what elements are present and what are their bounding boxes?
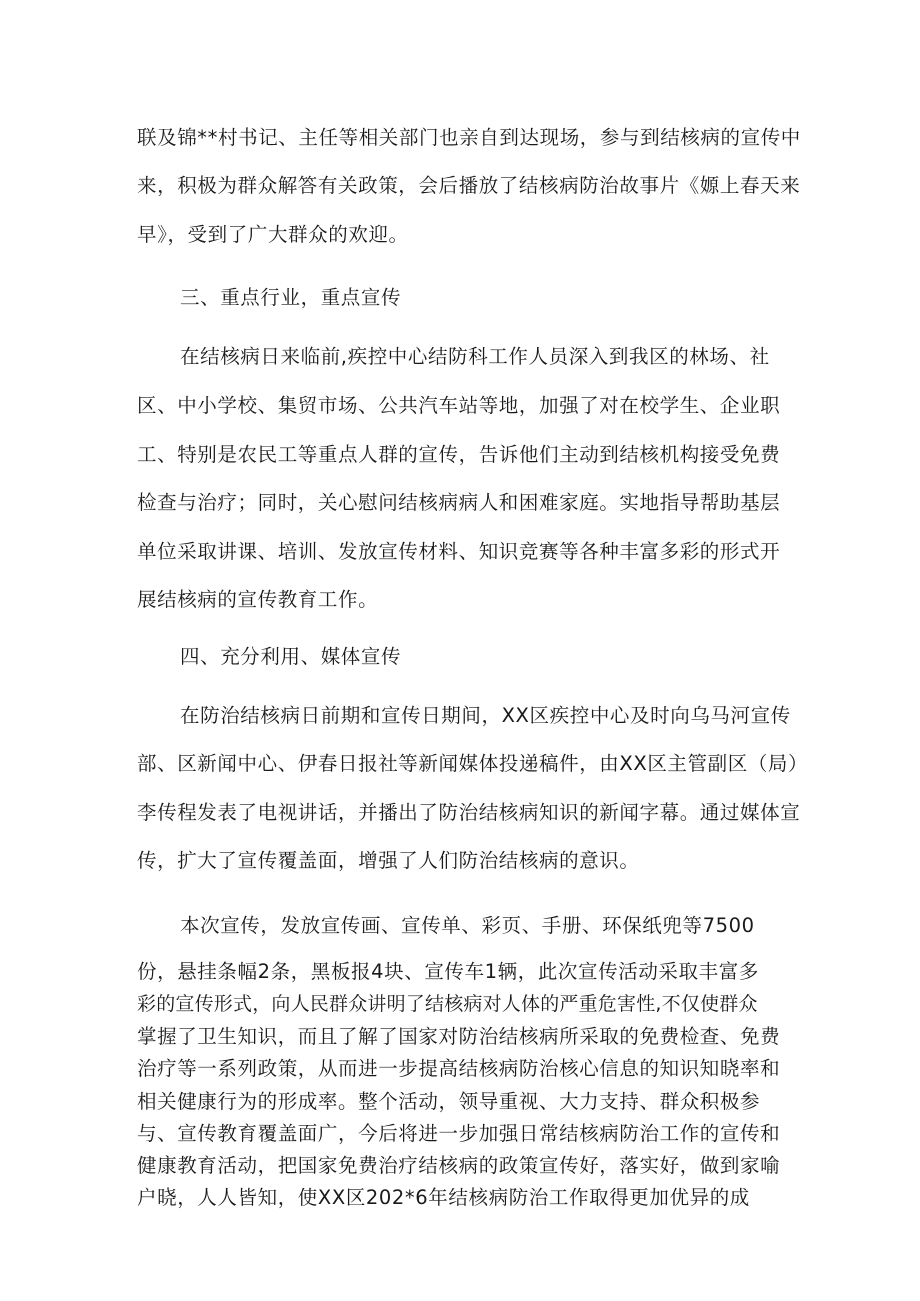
paragraph-line: 区、中小学校、集贸市场、公共汽车站等地，加强了对在校学生、企业职 <box>137 394 781 417</box>
paragraph-line: 本次宣传，发放宣传画、宣传单、彩页、手册、环保纸兜等7500 <box>180 914 755 937</box>
section-heading: 三、重点行业，重点宣传 <box>180 286 402 309</box>
paragraph-line: 与、宣传教育覆盖面广，今后将进一步加强日常结核病防治工作的宣传和 <box>137 1122 781 1145</box>
paragraph-line: 工、特别是农民工等重点人群的宣传，告诉他们主动到结核机构接受免费 <box>137 443 781 466</box>
paragraph-line: 早》，受到了广大群众的欢迎。 <box>137 223 409 246</box>
paragraph-line: 份，悬挂条幅2条，黑板报4块、宣传车1辆，此次宣传活动采取丰富多 <box>137 960 759 983</box>
paragraph-line: 相关健康行为的形成率。整个活动，领导重视、大力支持、群众积极参 <box>137 1090 761 1113</box>
paragraph-line: 检查与治疗；同时，关心慰问结核病病人和困难家庭。实地指导帮助基层 <box>137 491 781 514</box>
paragraph-line: 部、区新闻中心、伊春日报社等新闻媒体投递稿件，由XX区主管副区（局） <box>137 752 809 775</box>
paragraph-line: 彩的宣传形式，向人民群众讲明了结核病对人体的严重危害性,不仅使群众 <box>137 993 758 1015</box>
paragraph-line: 治疗等一系列政策，从而进一步提高结核病防治核心信息的知识知晓率和 <box>137 1057 781 1080</box>
paragraph-line: 传，扩大了宣传覆盖面，增强了人们防治结核病的意识。 <box>137 849 640 872</box>
paragraph-line: 联及锦**村书记、主任等相关部门也亲自到达现场，参与到结核病的宣传中 <box>137 126 801 149</box>
paragraph-line: 李传程发表了电视讲话，并播出了防治结核病知识的新闻字幕。通过媒体宣 <box>137 801 801 824</box>
paragraph-line: 单位采取讲课、培训、发放宣传材料、知识竞赛等各种丰富多彩的形式开 <box>137 540 781 563</box>
paragraph-line: 在防治结核病日前期和宣传日期间，XX区疾控中心及时向乌马河宣传 <box>180 704 791 727</box>
paragraph-line: 展结核病的宣传教育工作。 <box>137 588 379 611</box>
section-heading: 四、充分利用、媒体宣传 <box>180 645 402 668</box>
paragraph-line: 在结核病日来临前,疾控中心结防科工作人员深入到我区的林场、社 <box>180 345 770 368</box>
paragraph-line: 户晓，人人皆知，使XX区202*6年结核病防治工作取得更加优异的成 <box>137 1186 750 1209</box>
paragraph-line: 来，积极为群众解答有关政策，会后播放了结核病防治故事片《嫄上春天来 <box>137 174 801 197</box>
paragraph-line: 健康教育活动，把国家免费治疗结核病的政策宣传好，落实好，做到家喻 <box>137 1154 781 1177</box>
paragraph-line: 掌握了卫生知识，而且了解了国家对防治结核病所采取的免费检查、免费 <box>137 1025 781 1048</box>
